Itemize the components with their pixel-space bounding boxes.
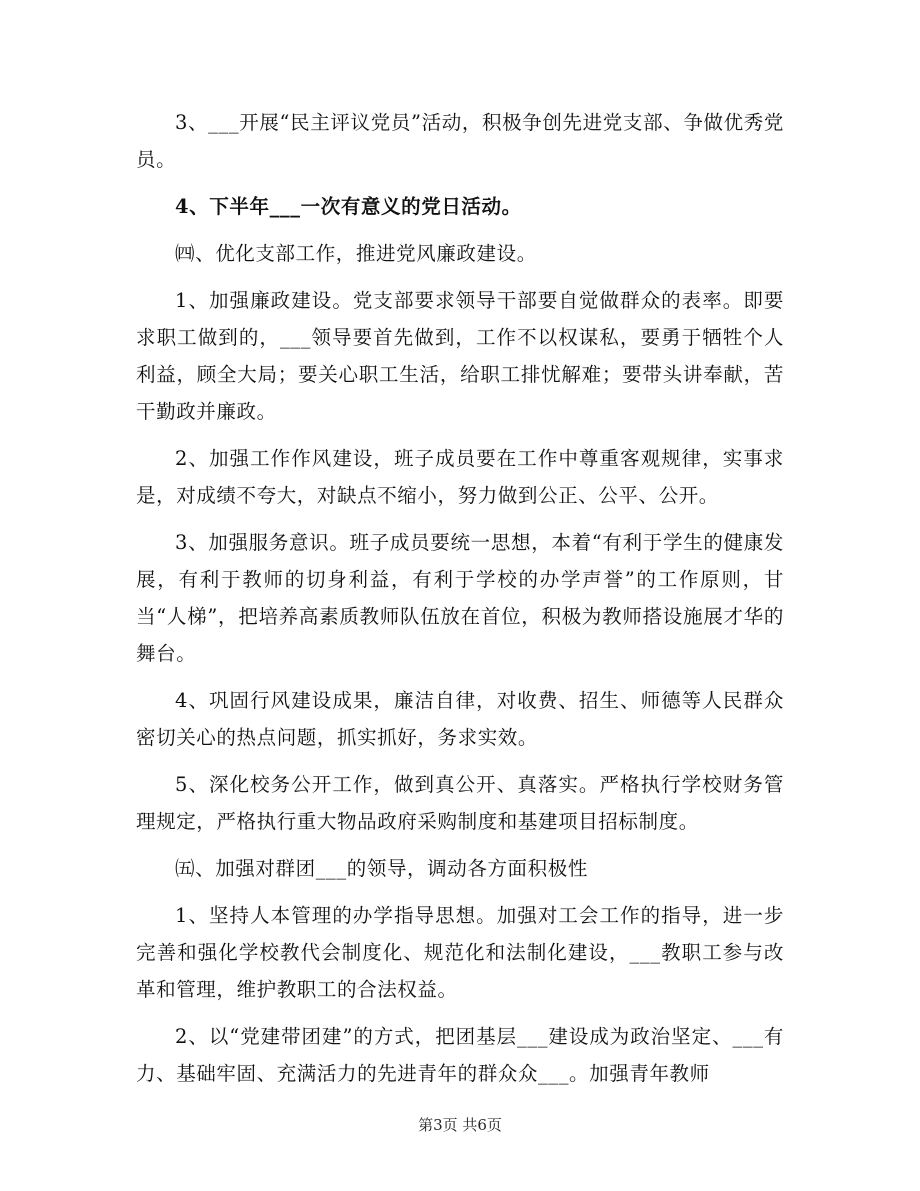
section-heading-5: ㈤、加强对群团___的领导，调动各方面积极性: [175, 857, 588, 880]
paragraph-1: 3、___开展“民主评议党员”活动，积极争创先进党支部、争做优秀党员。: [136, 111, 784, 171]
paragraph-6: 3、加强服务意识。班子成员要统一思想，本着“有利于学生的健康发展，有利于教师的切身利益，有利于学校的办学声誉”的工作原则，甘当“人梯”，把培养高素质教师队伍放在首位，积极为教师搭设施展才华的舞台。: [136, 531, 784, 665]
paragraph-8: 5、深化校务公开工作，做到真公开、真落实。严格执行学校财务管理规定，严格执行重大物品政府采购制度和基建项目招标制度。: [136, 773, 784, 833]
document-body: [136, 104, 784, 1102]
paragraph-10: 1、坚持人本管理的办学指导思想。加强对工会工作的指导，进一步完善和强化学校教代会制度化、规范化和法制化建设，___教职工参与改革和管理，维护教职工的合法权益。: [136, 904, 784, 1001]
paragraph-4: 1、加强廉政建设。党支部要求领导干部要自觉做群众的表率。即要求职工做到的，___领导要首先做到，工作不以权谋私，要勇于牺牲个人利益，顾全大局；要关心职工生活，给职工排忧解难；要带头讲奉献，苦干勤政并廉政。: [136, 289, 784, 423]
paragraph-2: 4、下半年___一次有意义的党日活动。: [175, 195, 522, 218]
section-heading-4: ㈣、优化支部工作，推进党风廉政建设。: [175, 242, 537, 265]
paragraph-11: 2、以“党建带团建”的方式，把团基层___建设成为政治坚定、___有力、基础牢固、充满活力的先进青年的群众众___。加强青年教师: [136, 1025, 784, 1085]
paragraph-5: 2、加强工作作风建设，班子成员要在工作中尊重客观规律，实事求是，对成绩不夸大，对缺点不缩小，努力做到公正、公平、公开。: [136, 447, 784, 507]
paragraph-7: 4、巩固行风建设成果，廉洁自律，对收费、招生、师德等人民群众密切关心的热点问题，抓实抓好，务求实效。: [136, 689, 784, 749]
page-footer: 第3页 共6页: [418, 1116, 502, 1134]
